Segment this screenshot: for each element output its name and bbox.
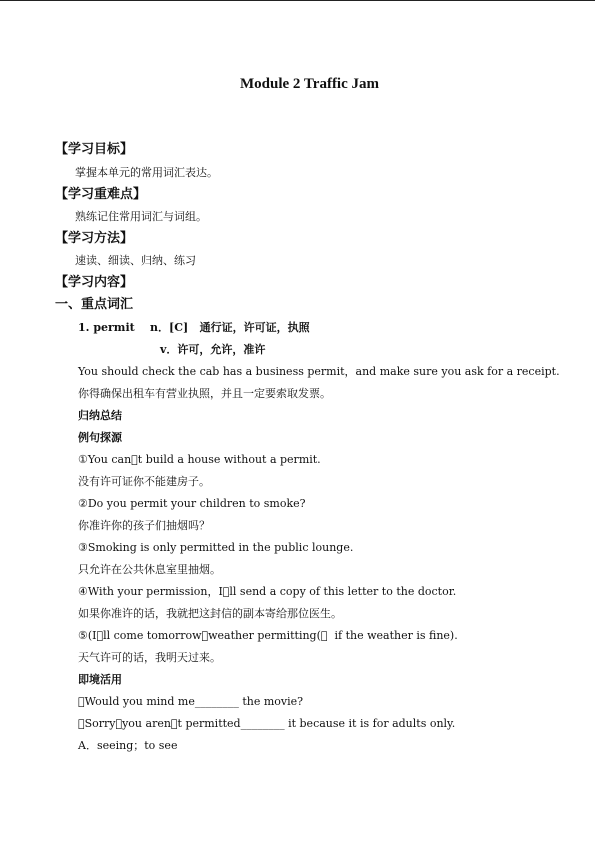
example-4-cn: 如果你准许的话，我就把这封信的副本寄给那位医生。: [78, 607, 342, 620]
summary-heading: 归纳总结: [78, 409, 122, 422]
example-sentence-en: You should check the cab has a business permit，and make sure you ask for a receipt.: [78, 365, 560, 378]
practice-heading: 即境活用: [78, 673, 122, 686]
content-heading: 【学习内容】: [55, 275, 134, 290]
key-points-heading: 【学习重难点】: [55, 187, 147, 202]
goal-text: 掌握本单元的常用词汇表达。: [75, 166, 218, 179]
example-5-en: ⑤(I ll come tomorrow，weather permitting(＝ if the weather is fine).: [78, 629, 458, 642]
examples-heading: 例句探源: [78, 431, 122, 444]
example-4-en: ④With your permission，I ll send a copy of this letter to the doctor.: [78, 585, 457, 598]
example-2-en: ②Do you permit your children to smoke?: [78, 497, 306, 510]
example-3-en: ③Smoking is only permitted in the public lounge.: [78, 541, 354, 554]
method-heading: 【学习方法】: [55, 231, 134, 246]
example-3-cn: 只允许在公共休息室里抽烟。: [78, 563, 221, 576]
vocab-entry-permit-verb: v．许可，允许，准许: [160, 343, 266, 356]
example-5-cn: 天气许可的话，我明天过来。: [78, 651, 221, 664]
vocab-entry-permit: 1. permit n．[C] 通行证，许可证，执照: [78, 321, 310, 334]
example-2-cn: 你准许你的孩子们抽烟吗？: [78, 519, 210, 532]
page-title: Module 2 Traffic Jam: [240, 76, 380, 92]
example-sentence-cn: 你得确保出租车有营业执照，并且一定要索取发票。: [78, 387, 331, 400]
method-text: 速读、细读、归纳、练习: [75, 254, 196, 267]
goal-heading: 【学习目标】: [55, 142, 134, 157]
practice-question-2:  Sorry，you aren t permitted________ it because it is for adults only.: [78, 717, 456, 730]
top-border-line: [0, 0, 595, 1]
example-1-en: ①You can t build a house without a permit.: [78, 453, 321, 466]
practice-option-a: A．seeing；to see: [78, 739, 178, 752]
part1-heading: 一、重点词汇: [55, 297, 134, 312]
example-1-cn: 没有许可证你不能建房子。: [78, 475, 210, 488]
practice-question-1:  Would you mind me________ the movie?: [78, 695, 304, 708]
key-points-text: 熟练记住常用词汇与词组。: [75, 210, 207, 223]
